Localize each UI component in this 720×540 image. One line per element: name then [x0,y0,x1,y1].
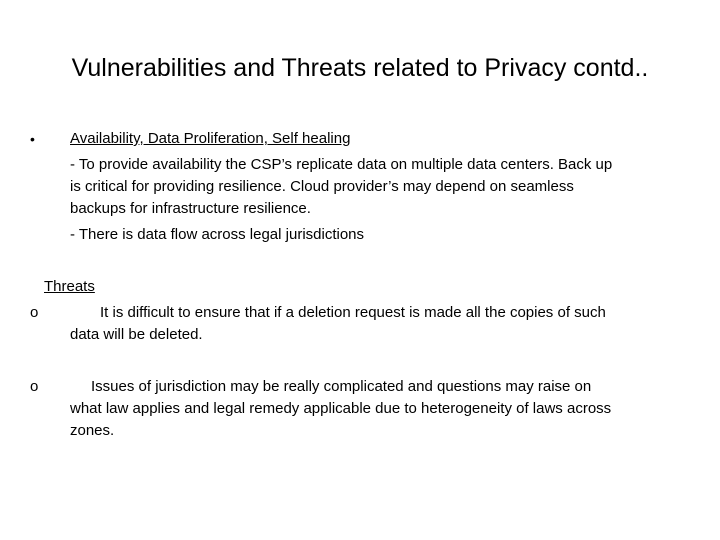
threat-line: what law applies and legal remedy applicable due to heterogeneity of laws across [70,400,612,417]
threat-line: zones. [70,422,115,439]
threat-line: It is difficult to ensure that if a deletion request is made all the copies of such [100,304,606,321]
threat-marker: o [30,304,39,321]
threats-heading: Threats [44,278,95,295]
bullet-marker: • [30,131,35,147]
section-line: is critical for providing resilience. Cloud provider’s may depend on seamless [70,178,574,195]
section-line: - To provide availability the CSP’s replicate data on multiple data centers. Back up [70,156,613,173]
threat-line: data will be deleted. [70,326,203,343]
section-line: backups for infrastructure resilience. [70,200,311,217]
threat-marker: o [30,378,39,395]
section-heading: Availability, Data Proliferation, Self healing [70,130,351,147]
section-line: - There is data flow across legal jurisdictions [70,226,365,243]
threat-line: Issues of jurisdiction may be really complicated and questions may raise on [91,378,592,395]
slide-title: Vulnerabilities and Threats related to Privacy contd.. [71,54,649,82]
